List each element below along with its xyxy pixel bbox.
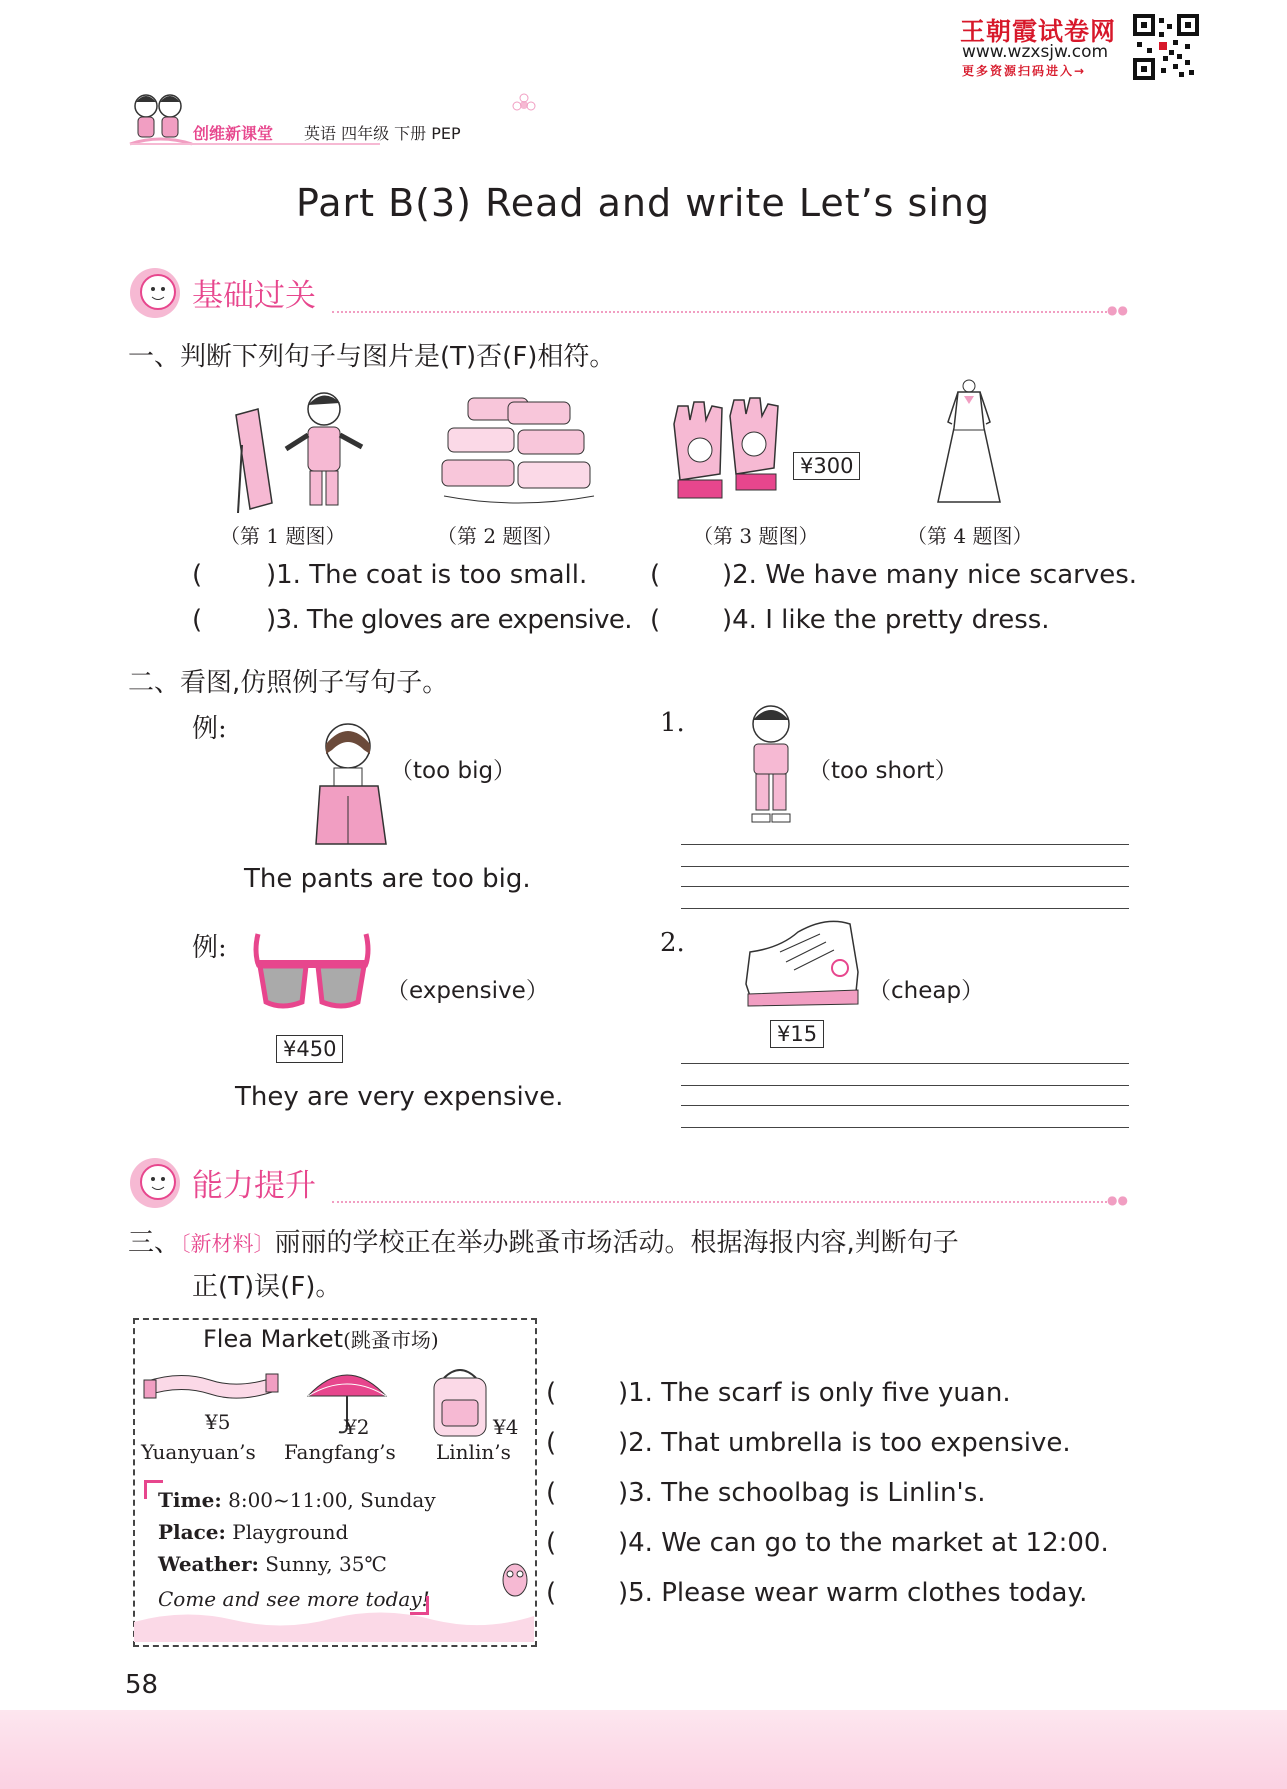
- question-3-heading-line1: [128, 1222, 959, 1259]
- weather-label: Weather:: [158, 1552, 259, 1576]
- poster-wave-decoration: [134, 1602, 534, 1642]
- place-label: Place:: [158, 1520, 226, 1544]
- example-answer-2: They are very expensive.: [235, 1082, 564, 1112]
- item-number: )3.: [618, 1478, 653, 1508]
- writing-line[interactable]: [681, 1063, 1129, 1064]
- item-number: )5.: [618, 1578, 653, 1608]
- page-title: Part B(3) Read and write Let’s sing: [296, 181, 991, 225]
- place-value: Playground: [232, 1520, 349, 1544]
- dots-decoration: ●●: [1107, 303, 1128, 317]
- flower-icon: [512, 93, 536, 117]
- page-number: 58: [125, 1670, 159, 1700]
- writing-line[interactable]: [681, 1085, 1129, 1086]
- item-q3-5: [618, 1578, 1087, 1608]
- writing-line[interactable]: [681, 844, 1129, 845]
- item-q1-2: [722, 560, 1137, 590]
- item-text: The scarf is only five yuan.: [661, 1378, 1011, 1408]
- answer-paren-q3-2[interactable]: (: [546, 1428, 557, 1458]
- footer-band: [0, 1710, 1287, 1789]
- section-title-basic: 基础过关: [192, 278, 316, 314]
- item-q1-4: [722, 605, 1050, 635]
- answer-paren-q3-4[interactable]: (: [546, 1528, 557, 1558]
- item-number: )1.: [266, 560, 301, 590]
- item-number: )2.: [722, 560, 757, 590]
- writing-line[interactable]: [681, 1127, 1129, 1128]
- qr-code-icon: [1133, 14, 1199, 80]
- hint-cheap: （cheap）: [868, 978, 985, 1004]
- writing-line[interactable]: [681, 886, 1129, 887]
- new-material-tag: 〔新材料〕: [180, 1232, 275, 1256]
- hint-too-big: （too big）: [390, 758, 517, 784]
- poster-time: [158, 1488, 436, 1512]
- item-number: )3.: [266, 605, 300, 635]
- item-text: We have many nice scarves.: [765, 560, 1138, 590]
- item-text: The schoolbag is Linlin's.: [661, 1478, 986, 1508]
- answer-paren-q1-2[interactable]: (: [650, 560, 661, 590]
- writing-line[interactable]: [681, 1105, 1129, 1106]
- item-text: I like the pretty dress.: [765, 605, 1050, 635]
- header-divider: [130, 143, 380, 145]
- book-info: 英语 四年级 下册 PEP: [304, 124, 461, 143]
- question-text: 丽丽的学校正在举办跳蚤市场活动。根据海报内容,判断句子: [274, 1228, 959, 1258]
- dots-decoration: ●●: [1107, 1193, 1128, 1207]
- girl-with-mirror-icon: [228, 385, 368, 513]
- poster-slogan: Come and see more today!: [158, 1587, 430, 1611]
- exercise-number-1: 1.: [660, 708, 685, 738]
- caption-q1-2: （第 2 题图）: [437, 524, 563, 548]
- kids-mascot-icon: [126, 88, 196, 150]
- price-tag-exercise-2: ¥15: [770, 1020, 824, 1048]
- section-divider: [332, 1201, 1107, 1203]
- answer-paren-q3-1[interactable]: (: [546, 1378, 557, 1408]
- owner-linlin: Linlin’s: [436, 1440, 511, 1464]
- item-number: )4.: [722, 605, 757, 635]
- price-tag-q1-3: ¥300: [793, 452, 860, 480]
- gloves-icon: [660, 394, 792, 504]
- item-q3-2: [618, 1428, 1071, 1458]
- poster-title-en: Flea Market: [203, 1325, 344, 1353]
- sunglasses-icon: [252, 930, 372, 1012]
- sneakers-icon: [740, 912, 862, 1010]
- caption-q1-1: （第 1 题图）: [220, 524, 346, 548]
- item-number: )4.: [618, 1528, 653, 1558]
- price-tag-example: ¥450: [276, 1035, 343, 1063]
- answer-paren-q1-3[interactable]: (: [192, 605, 203, 635]
- item-q3-4: [618, 1528, 1109, 1558]
- watermark-url: www.wzxsjw.com: [962, 42, 1109, 62]
- item-text: We can go to the market at 12:00.: [661, 1528, 1109, 1558]
- scarf-icon: [140, 1366, 282, 1406]
- example-answer-1: The pants are too big.: [244, 864, 531, 894]
- item-text: The gloves are expensive.: [306, 605, 632, 635]
- item-number: )1.: [618, 1378, 653, 1408]
- writing-line[interactable]: [681, 866, 1129, 867]
- hint-expensive: （expensive）: [386, 978, 549, 1004]
- item-text: The coat is too small.: [309, 560, 588, 590]
- watermark-tip: 更多资源扫码进入→: [962, 64, 1087, 78]
- monkey-mascot-icon: [128, 266, 182, 320]
- answer-paren-q1-1[interactable]: (: [192, 560, 203, 590]
- boy-short-clothes-icon: [736, 702, 806, 834]
- exercise-number-2: 2.: [660, 928, 685, 958]
- owner-yuanyuan: Yuanyuan’s: [141, 1440, 256, 1464]
- item-q1-1: [266, 560, 587, 590]
- poster-title-cn: (跳蚤市场): [343, 1328, 439, 1352]
- owl-icon: [500, 1556, 530, 1598]
- owner-fangfang: Fangfang’s: [284, 1440, 396, 1464]
- answer-paren-q1-4[interactable]: (: [650, 605, 661, 635]
- item-q3-3: [618, 1478, 986, 1508]
- item-q1-3: [266, 605, 632, 635]
- series-name: 创维新课堂: [193, 124, 274, 143]
- item-text: Please wear warm clothes today.: [661, 1578, 1088, 1608]
- schoolbag-icon: [426, 1366, 494, 1440]
- example-label-2: 例:: [192, 933, 227, 963]
- question-3-heading-line2: 正(T)误(F)。: [192, 1272, 342, 1302]
- weather-value: Sunny, 35℃: [265, 1552, 387, 1576]
- question-2-heading: 二、看图,仿照例子写句子。: [128, 668, 449, 698]
- item-text: That umbrella is too expensive.: [661, 1428, 1071, 1458]
- price-umbrella: ¥2: [344, 1415, 370, 1439]
- question-number: 三、: [128, 1228, 181, 1258]
- price-schoolbag: ¥4: [493, 1415, 519, 1439]
- dress-icon: [934, 378, 1004, 508]
- poster-place: [158, 1520, 348, 1544]
- section-title-advanced: 能力提升: [192, 1168, 316, 1204]
- writing-line[interactable]: [681, 908, 1129, 909]
- answer-paren-q3-3[interactable]: (: [546, 1478, 557, 1508]
- example-label-1: 例:: [192, 714, 227, 744]
- answer-paren-q3-5[interactable]: (: [546, 1578, 557, 1608]
- section-divider: [332, 311, 1107, 313]
- hint-too-short: （too short）: [808, 758, 958, 784]
- poster-weather: [158, 1552, 387, 1576]
- scarves-pile-icon: [438, 392, 598, 510]
- price-scarf: ¥5: [205, 1410, 231, 1434]
- caption-q1-4: （第 4 题图）: [907, 524, 1033, 548]
- watermark-brand: 王朝霞试卷网: [960, 17, 1117, 46]
- girl-big-pants-icon: [306, 720, 390, 850]
- time-value: 8:00~11:00, Sunday: [228, 1488, 436, 1512]
- question-1-heading: 一、判断下列句子与图片是(T)否(F)相符。: [128, 342, 616, 372]
- caption-q1-3: （第 3 题图）: [693, 524, 819, 548]
- monkey-mascot-icon: [128, 1156, 182, 1210]
- poster-title: [203, 1324, 439, 1353]
- item-q3-1: [618, 1378, 1011, 1408]
- time-label: Time:: [158, 1488, 222, 1512]
- item-number: )2.: [618, 1428, 653, 1458]
